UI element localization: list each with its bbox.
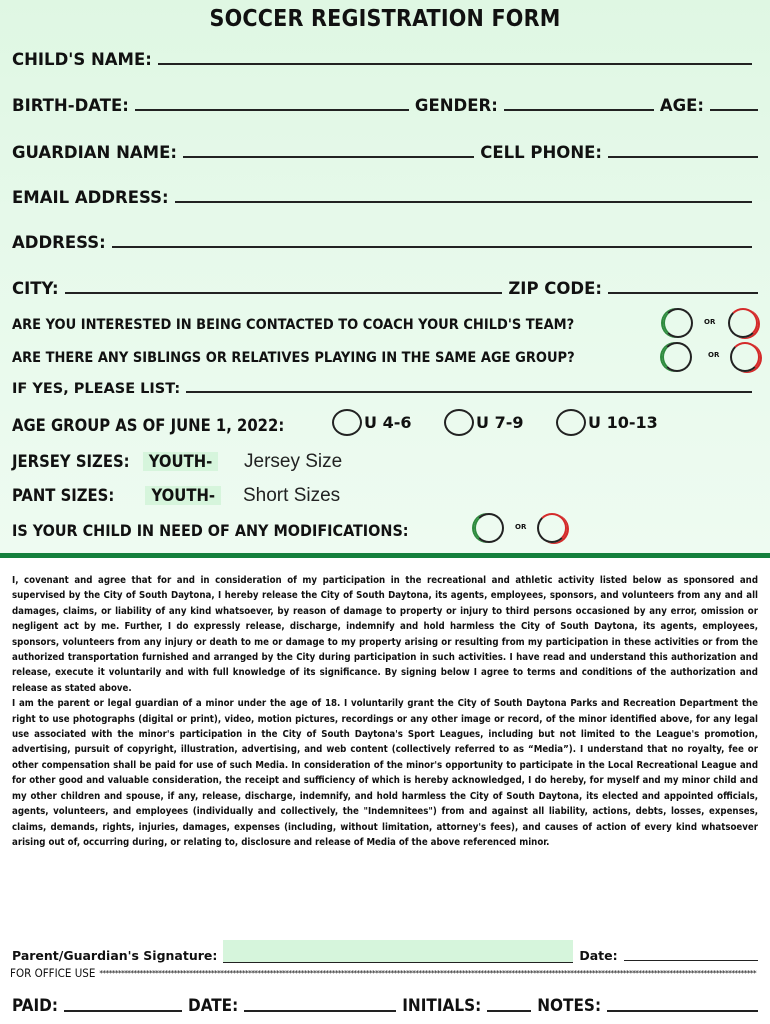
office-use-row	[10, 966, 758, 980]
coach-no-radio[interactable]	[728, 308, 758, 338]
office-date-field[interactable]	[244, 1010, 396, 1012]
birth-date-field[interactable]	[135, 109, 409, 111]
release-paragraph-liability: I, covenant and agree that for and in consideration of my participation in the recreational and athletic activity listed below as sponsored and supervised by the City of South Daytona, I hereby release the City of South Daytona, its agents, employees, sponsors, and volunteers from any and all damages, claims, or liability of any kind whatsoever, by reason of damage to property or injury to third persons occasioned by any error, omission or negligent act by me. Further, I do expressly release, discharge, indemnify and hold harmless the City of South Daytona, its agents, employees, sponsors, volunteers from any injury or death to me or damage to my property arising or resulting from my participation in these activities or from the authorized transportation furnished and arranged by the City during participation in such activities. I have read and understand this authorization and release, execute it voluntarily and with full knowledge of its significance. By signing below I agree to terms and conditions of the authorization and release as stated above.	[12, 575, 758, 694]
coach-question: ARE YOU INTERESTED IN BEING CONTACTED TO COACH YOUR CHILD'S TEAM?	[12, 317, 575, 333]
signature-date-label: Date:	[579, 948, 618, 963]
child-name-label: CHILD'S NAME:	[12, 50, 152, 69]
address-field[interactable]	[112, 246, 752, 248]
zip-label: ZIP CODE:	[508, 279, 602, 298]
jersey-label: JERSEY SIZES:	[12, 452, 130, 471]
modifications-or-label: OR	[515, 523, 527, 531]
office-use-label: FOR OFFICE USE	[10, 966, 96, 980]
pant-label: PANT SIZES:	[12, 486, 115, 505]
age-option-radio[interactable]	[444, 409, 474, 436]
jersey-youth-label: YOUTH-	[143, 452, 219, 471]
cell-phone-label: CELL PHONE:	[480, 143, 602, 162]
if-yes-row	[12, 381, 758, 397]
age-group-label: AGE GROUP AS OF JUNE 1, 2022:	[12, 416, 285, 435]
if-yes-field[interactable]	[186, 391, 752, 393]
cell-phone-field[interactable]	[608, 156, 758, 158]
age-option-label: U 7-9	[476, 413, 524, 432]
release-paragraph-media: I am the parent or legal guardian of a minor under the age of 18. I voluntarily grant the City of South Daytona Parks and Recreation Department the right to use photographs (digital or print), video, motion pictures, recordings or any other image or record, of the minor identified above, for any legal use associated with the minor's participation in the City of South Daytona's Sport Leagues, including but not limited to the League's promotion, advertising, pursuit of copyright, illustration, advertising, and web content (collectively referred to as “Media”). I understand that no royalty, fee or other compensation shall be paid for use of such Media. In consideration of the minor's opportunity to participate in the Local Recreational League and for other good and valuable consideration, the receipt and sufficiency of which is hereby acknowledged, I do hereby, for myself and my minor child and my other children and spouse, if any, release, discharge, indemnify, and hold harmless the City of South Daytona, its elected and appointed officials, agents, volunteers, and employees (individually and collectively, the "Indemnitees") from and against all liability, actions, debts, losses, expenses, claims, demands, rights, injuries, damages, expenses (including, without limitation, attorney's fees), and causes of action of every kind whatsoever arising out of, occurring during, or relating to, disclosure and release of Media of the above referenced minor.	[12, 698, 758, 848]
pant-row	[12, 486, 221, 505]
release-text	[12, 573, 758, 850]
birth-gender-age-row	[12, 96, 758, 115]
siblings-no-radio[interactable]	[730, 342, 760, 372]
pant-size-select[interactable]: Short Sizes	[243, 485, 341, 506]
jersey-size-select[interactable]: Jersey Size	[244, 451, 343, 472]
signature-row	[12, 940, 758, 963]
section-divider	[0, 553, 770, 558]
address-label: ADDRESS:	[12, 233, 106, 252]
city-field[interactable]	[65, 292, 503, 294]
city-zip-row	[12, 279, 758, 298]
modifications-yes-radio[interactable]	[474, 513, 504, 543]
age-label: AGE:	[659, 96, 704, 115]
initials-label: INITIALS:	[402, 996, 482, 1016]
modifications-no-radio[interactable]	[537, 513, 567, 543]
paid-field[interactable]	[64, 1010, 182, 1012]
email-label: EMAIL ADDRESS:	[12, 188, 169, 207]
paid-label: PAID:	[12, 996, 58, 1016]
coach-or-label: OR	[704, 318, 716, 326]
age-option-label: U 10-13	[588, 413, 658, 432]
coach-yes-radio[interactable]	[663, 308, 693, 338]
age-option-u10-13[interactable]	[556, 409, 658, 436]
siblings-yes-radio[interactable]	[662, 342, 692, 372]
age-option-radio[interactable]	[332, 409, 362, 436]
jersey-row	[12, 452, 218, 471]
initials-field[interactable]	[487, 1010, 531, 1012]
guardian-phone-row	[12, 143, 758, 162]
siblings-question: ARE THERE ANY SIBLINGS OR RELATIVES PLAYING IN THE SAME AGE GROUP?	[12, 350, 575, 366]
guardian-name-label: GUARDIAN NAME:	[12, 143, 177, 162]
gender-field[interactable]	[504, 109, 654, 111]
child-name-field[interactable]	[158, 63, 752, 65]
siblings-or-label: OR	[708, 351, 720, 359]
zip-field[interactable]	[608, 292, 758, 294]
age-field[interactable]	[710, 109, 758, 111]
address-row	[12, 233, 758, 252]
age-option-label: U 4-6	[364, 413, 412, 432]
age-option-u4-6[interactable]	[332, 409, 411, 436]
email-field[interactable]	[175, 201, 752, 203]
age-option-u7-9[interactable]	[444, 409, 523, 436]
office-use-separator: ********************************************************************************************************************************************************************************************************************	[99, 968, 757, 978]
notes-field[interactable]	[607, 1010, 758, 1012]
modifications-question: IS YOUR CHILD IN NEED OF ANY MODIFICATIONS:	[12, 521, 409, 540]
notes-label: NOTES:	[537, 996, 602, 1016]
if-yes-label: IF YES, PLEASE LIST:	[12, 381, 181, 397]
child-name-row	[12, 50, 758, 69]
birth-date-label: BIRTH-DATE:	[12, 96, 129, 115]
signature-field[interactable]	[223, 940, 573, 963]
office-fields-row	[12, 996, 758, 1016]
age-option-radio[interactable]	[556, 409, 586, 436]
gender-label: GENDER:	[414, 96, 498, 115]
email-row	[12, 188, 758, 207]
office-date-label: DATE:	[188, 996, 239, 1016]
city-label: CITY:	[12, 279, 59, 298]
signature-date-field[interactable]	[624, 960, 758, 961]
form-title: SOCCER REGISTRATION FORM	[209, 6, 561, 32]
signature-label: Parent/Guardian's Signature:	[12, 948, 218, 963]
pant-youth-label: YOUTH-	[145, 486, 221, 505]
guardian-name-field[interactable]	[183, 156, 474, 158]
